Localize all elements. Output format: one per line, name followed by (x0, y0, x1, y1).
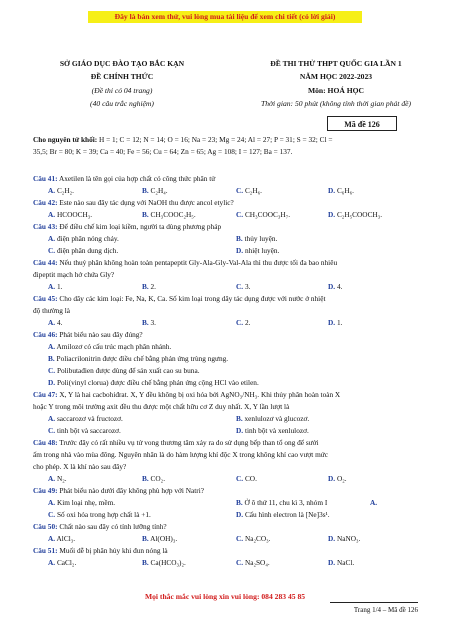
question-count-note: (40 câu trắc nghiệm) (90, 99, 154, 108)
q49-option-c: C. Số oxi hóa trong hợp chất là +1. (48, 510, 151, 519)
q46-option-d: D. Poli(vinyl clorua) được điều chế bằng phản ứng cộng HCl vào etilen. (48, 378, 259, 387)
q48-option-d: D. O₂. (328, 474, 347, 483)
page-number: Trang 1/4 – Mã đề 126 (353, 606, 418, 614)
question-45-cont: độ thường là (33, 306, 70, 315)
question-47-cont: hoặc Y trong môi trường axit đều thu được một chất hữu cơ Z duy nhất. X, Y lần lượt là (33, 402, 290, 411)
q51-option-c: C. Na₂SO₄. (236, 558, 270, 567)
q44-option-c: C. 3. (236, 282, 251, 291)
q41-option-d: D. C₆H₆. (328, 186, 354, 195)
q49-option-d: D. Cấu hình electron là [Ne]3s¹. (236, 510, 330, 519)
atomic-masses-line2: 35,5; Br = 80; K = 39; Ca = 40; Fe = 56; Cu = 64; Zn = 65; Ag = 108; I = 127; Ba = 137. (33, 147, 293, 156)
school-year: NĂM HỌC 2022-2023 (299, 72, 373, 81)
atomic-masses-line1 (33, 135, 332, 144)
question-51: Câu 51: Muối dễ bị phân hủy khi đun nóng là (33, 546, 168, 555)
q50-option-c: C. Na₂CO₃. (236, 534, 271, 543)
atomic-masses-label: Cho nguyên tử khối: (33, 135, 98, 144)
q42-option-a: A. HCOOCH₃. (48, 210, 93, 219)
q50-option-b: B. Al(OH)₃. (142, 534, 178, 543)
q49-option-a: A. Kim loại nhẹ, mềm. (48, 498, 116, 507)
atomic-masses-values: H = 1; C = 12; N = 14; O = 16; Na = 23; Mg = 24; Al = 27; P = 31; S = 32; Cl = (97, 135, 333, 144)
q49-option-b: B. Ở ô thứ 11, chu kì 3, nhóm I (236, 498, 328, 507)
question-46: Câu 46: Phát biểu nào sau đây đúng? (33, 330, 143, 339)
q44-option-b: B. 2. (142, 282, 157, 291)
exam-code-box: Mã đề 126 (327, 116, 397, 131)
exam-title: ĐỀ THI THỬ THPT QUỐC GIA LẦN 1 (270, 59, 402, 68)
q46-option-a: A. Amilozơ có cấu trúc mạch phân nhánh. (48, 342, 172, 351)
question-42: Câu 42: Este nào sau đây tác dụng với NaOH thu được ancol etylic? (33, 198, 234, 207)
q42-option-c: C. CH₃COOC₃H₇. (236, 210, 291, 219)
q46-option-c: C. Polibutađien được dùng để sản xuất cao su buna. (48, 366, 200, 375)
q43-option-a: A. điện phân nóng chảy. (48, 234, 119, 243)
q43-option-d: D. nhiệt luyện. (236, 246, 280, 255)
question-50: Câu 50: Chất nào sau đây có tính lưỡng tính? (33, 522, 167, 531)
page-count-note: (Đề thi có 04 trang) (91, 86, 153, 95)
q51-option-b: B. Ca(HCO₃)₂. (142, 558, 186, 567)
q47-option-d: D. tinh bột và xenlulozơ. (236, 426, 309, 435)
footer-divider (330, 602, 418, 603)
question-41: Câu 41: Axetilen là tên gọi của hợp chất có công thức phân tử (33, 174, 216, 183)
q45-option-a: A. 4. (48, 318, 63, 327)
question-47: Câu 47: X, Y là hai cacbohiđrat. X, Y đều không bị oxi hóa bởi AgNO₃/NH₃. Khi thủy phân hoàn toàn X (33, 390, 341, 399)
contact-footer: Mọi thắc mắc vui lòng xin vui lòng: 084 283 45 85 (144, 592, 306, 601)
q41-option-b: B. C₂H₄. (142, 186, 168, 195)
q44-option-a: A. 1. (48, 282, 63, 291)
q43-option-b: B. thủy luyện. (236, 234, 278, 243)
q45-option-d: D. 1. (328, 318, 343, 327)
q45-option-b: B. 3. (142, 318, 157, 327)
q45-option-c: C. 2. (236, 318, 251, 327)
q47-option-a: A. saccarozơ và fructozơ. (48, 414, 123, 423)
q44-option-d: D. 4. (328, 282, 343, 291)
q42-option-d: D. C₂H₅COOCH₃. (328, 210, 383, 219)
question-44-cont: đipeptit mạch hở chứa Gly? (33, 270, 115, 279)
q41-option-a: A. C₂H₂. (48, 186, 74, 195)
question-45: Câu 45: Cho dãy các kim loại: Fe, Na, K, Ca. Số kim loại trong dãy tác dụng được với nước ở nhiệt (33, 294, 326, 303)
q51-option-a: A. CaCl₂. (48, 558, 77, 567)
official-label: ĐỀ CHÍNH THỨC (90, 72, 154, 81)
q47-option-b: B. xenlulozơ và glucozơ. (236, 414, 310, 423)
q42-option-b: B. CH₃COOC₂H₅. (142, 210, 196, 219)
q51-option-d: D. NaCl. (328, 558, 355, 567)
time-limit: Thời gian: 50 phút (không tính thời gian phát đề) (260, 99, 412, 108)
q43-option-c: C. điện phân dung dịch. (48, 246, 119, 255)
question-49: Câu 49: Phát biểu nào dưới đây không phù hợp với Natri? (33, 486, 204, 495)
q50-option-d: D. NaNO₃. (328, 534, 361, 543)
question-48: Câu 48: Trước đây có rất nhiều vụ tử vong thương tâm xảy ra do sử dụng bếp than tổ ong để sưởi (33, 438, 319, 447)
department-name: SỞ GIÁO DỤC ĐÀO TẠO BẮC KẠN (59, 59, 185, 68)
question-43: Câu 43: Để điều chế kim loại kiềm, người ta dùng phương pháp (33, 222, 222, 231)
preview-banner: Đây là bản xem thử, vui lòng mua tài liệu để xem chi tiết (có lời giải) (88, 11, 362, 23)
subject: Môn: HOÁ HỌC (307, 86, 365, 95)
question-44: Câu 44: Nếu thuỷ phân không hoàn toàn pentapeptit Gly-Ala-Gly-Val-Ala thì thu được tối đa bao nhiêu (33, 258, 338, 267)
q48-option-a: A. N₂. (48, 474, 67, 483)
q48-option-c: C. CO. (236, 474, 257, 483)
q47-option-c: C. tinh bột và saccarozơ. (48, 426, 121, 435)
q41-option-c: C. C₂H₆. (236, 186, 262, 195)
q50-option-a: A. AlCl₃. (48, 534, 76, 543)
q46-option-b: B. Poliacrilonitrin được điều chế bằng phản ứng trùng ngưng. (48, 354, 229, 363)
question-48-cont2: cho phép. X là khí nào sau đây? (33, 462, 127, 471)
question-48-cont: ấm trong nhà vào mùa đông. Nguyên nhân là do hàm lượng khí độc X trong không khí cao vượt mức (33, 450, 328, 459)
q49-option-b-extra: A. (370, 498, 378, 507)
q48-option-b: B. CO₂. (142, 474, 166, 483)
